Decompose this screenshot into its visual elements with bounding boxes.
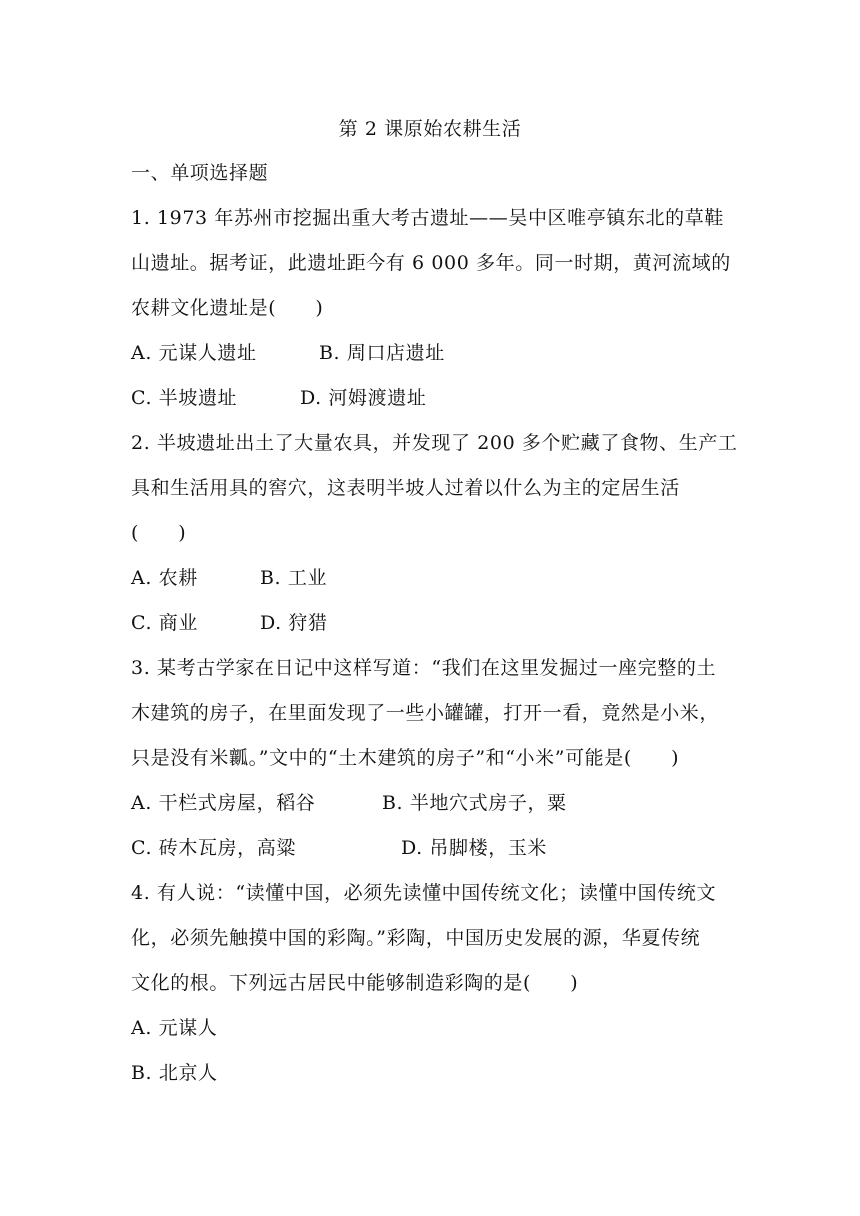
q1-option-c: C. 半坡遗址 [131,387,238,409]
q1-option-row-1 [131,341,445,365]
q2-stem-line-1: 2. 半坡遗址出土了大量农具，并发现了 200 多个贮藏了食物、生产工 [131,432,738,454]
q1-stem-line-3: 农耕文化遗址是( ) [131,297,324,319]
q1-option-d: D. 河姆渡遗址 [300,387,427,409]
q3-option-b: B. 半地穴式房子，粟 [382,792,567,814]
q1-option-b: B. 周口店遗址 [319,342,445,364]
q2-option-a: A. 农耕 [131,567,198,589]
q1-stem-line-1: 1. 1973 年苏州市挖掘出重大考古遗址——吴中区唯亭镇东北的草鞋 [131,207,724,229]
q3-option-row-1 [131,791,567,815]
q4-option-a: A. 元谋人 [131,1017,218,1039]
q3-option-a: A. 干栏式房屋，稻谷 [131,792,316,814]
q2-stem-line-2: 具和生活用具的窖穴，这表明半坡人过着以什么为主的定居生活 [131,477,680,499]
q3-stem-line-2: 木建筑的房子，在里面发现了一些小罐罐，打开一看，竟然是小米， [131,702,720,724]
q4-option-b: B. 北京人 [131,1062,218,1084]
q4-stem-line-1: 4. 有人说：“读懂中国，必须先读懂中国传统文化；读懂中国传统文 [131,882,717,904]
section-heading: 一、单项选择题 [131,162,269,184]
q1-stem-line-2: 山遗址。据考证，此遗址距今有 6 000 多年。同一时期，黄河流域的 [131,252,731,274]
lesson-title: 第 2 课原始农耕生活 [338,118,522,140]
q2-stem-line-3: ( ) [131,522,187,544]
q3-stem-line-1: 3. 某考古学家在日记中这样写道：“我们在这里发掘过一座完整的土 [131,657,717,679]
q3-option-row-2 [131,836,548,860]
q1-option-row-2 [131,386,427,410]
q3-option-c: C. 砖木瓦房，高粱 [131,837,296,859]
q4-stem-line-3: 文化的根。下列远古居民中能够制造彩陶的是( ) [131,972,579,994]
q3-stem-line-3: 只是没有米瓤。”文中的“土木建筑的房子”和“小米”可能是( ) [131,747,680,769]
q2-option-row-1 [131,566,328,590]
q3-option-d: D. 吊脚楼，玉米 [401,837,548,859]
q2-option-d: D. 狩猎 [260,612,328,634]
q2-option-row-2 [131,611,328,635]
q2-option-b: B. 工业 [260,567,328,589]
q1-option-a: A. 元谋人遗址 [131,342,257,364]
q4-stem-line-2: 化，必须先触摸中国的彩陶。”彩陶，中国历史发展的源，华夏传统 [131,927,701,949]
q2-option-c: C. 商业 [131,612,198,634]
